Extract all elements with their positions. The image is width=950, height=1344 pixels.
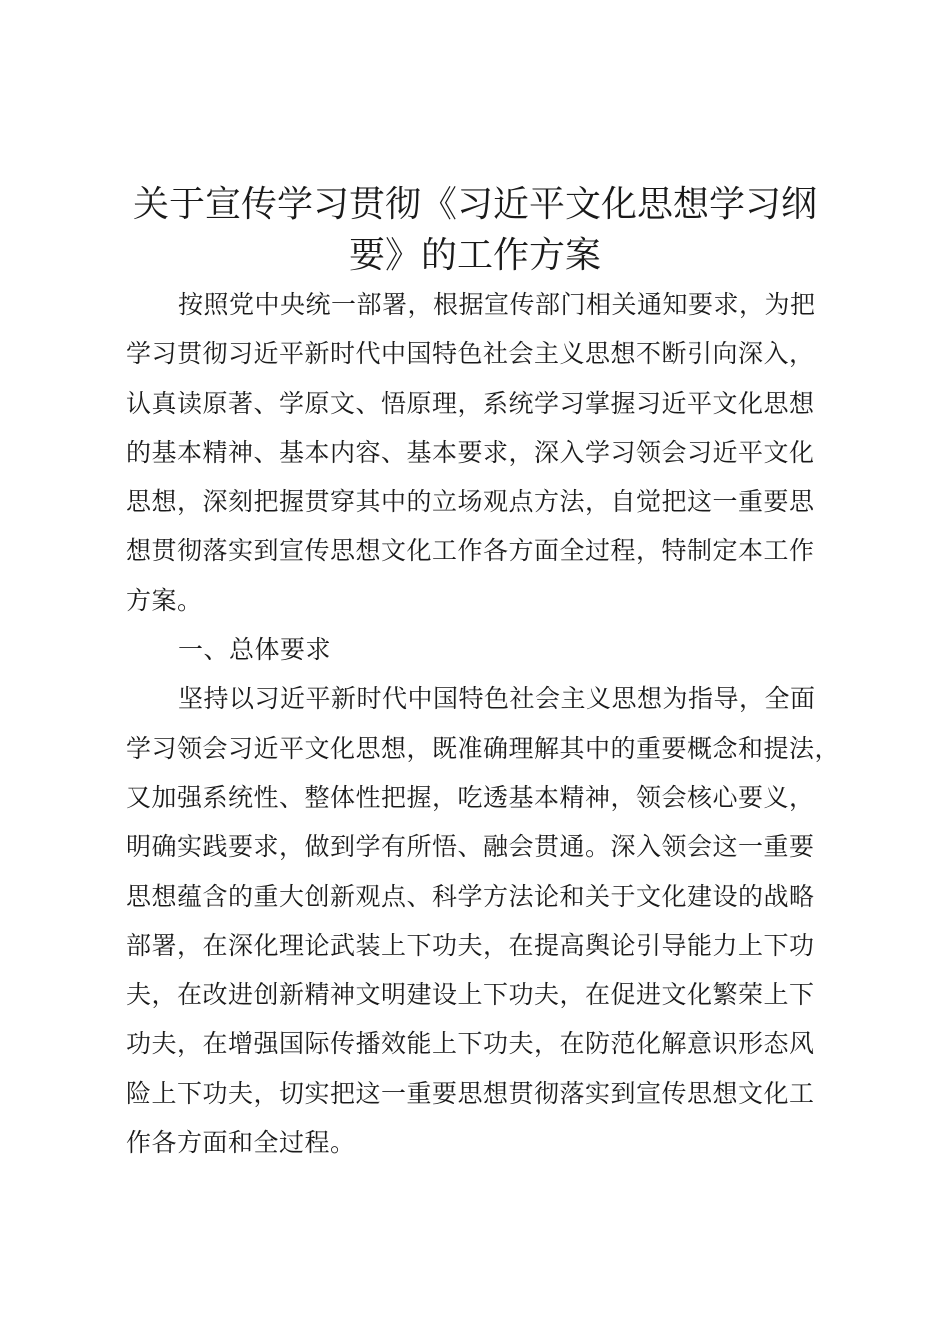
- section-line: 夫，在改进创新精神文明建设上下功夫，在促进文化繁荣上下: [126, 980, 815, 1010]
- section-paragraph: [126, 674, 841, 1167]
- section-line: 功夫，在增强国际传播效能上下功夫，在防范化解意识形态风: [126, 1029, 815, 1059]
- intro-line: 认真读原著、学原文、悟原理，系统学习掌握习近平文化思想: [126, 388, 815, 418]
- intro-line: 想贯彻落实到宣传思想文化工作各方面全过程，特制定本工作: [126, 536, 815, 566]
- intro-line: 思想，深刻把握贯穿其中的立场观点方法，自觉把这一重要思: [126, 487, 815, 517]
- section-line: 思想蕴含的重大创新观点、科学方法论和关于文化建设的战略: [126, 881, 815, 911]
- document-body: [126, 280, 841, 1167]
- section-line: 险上下功夫，切实把这一重要思想贯彻落实到宣传思想文化工: [126, 1078, 815, 1108]
- section-line: 又加强系统性、整体性把握，吃透基本精神，领会核心要义，: [126, 782, 815, 812]
- section-line: 作各方面和全过程。: [126, 1128, 356, 1158]
- section-line: 明确实践要求，做到学有所悟、融会贯通。深入领会这一重要: [126, 832, 815, 862]
- section-line: 坚持以习近平新时代中国特色社会主义思想为指导，全面: [178, 684, 816, 714]
- intro-paragraph: [126, 280, 836, 625]
- intro-line: 学习贯彻习近平新时代中国特色社会主义思想不断引向深入，: [126, 339, 815, 369]
- intro-line: 方案。: [126, 585, 203, 615]
- intro-line: 按照党中央统一部署，根据宣传部门相关通知要求，为把: [178, 290, 816, 319]
- document-title-line-2: 要》的工作方案: [348, 235, 601, 276]
- intro-line: 的基本精神、基本内容、基本要求，深入学习领会习近平文化: [126, 437, 815, 467]
- document-title-line-1: 关于宣传学习贯彻《习近平文化思想学习纲: [132, 184, 817, 225]
- section-heading: 一、总体要求: [178, 635, 332, 665]
- section-line: 学习领会习近平文化思想，既准确理解其中的重要概念和提法，: [126, 733, 841, 763]
- section-line: 部署，在深化理论武装上下功夫，在提高舆论引导能力上下功: [126, 930, 815, 960]
